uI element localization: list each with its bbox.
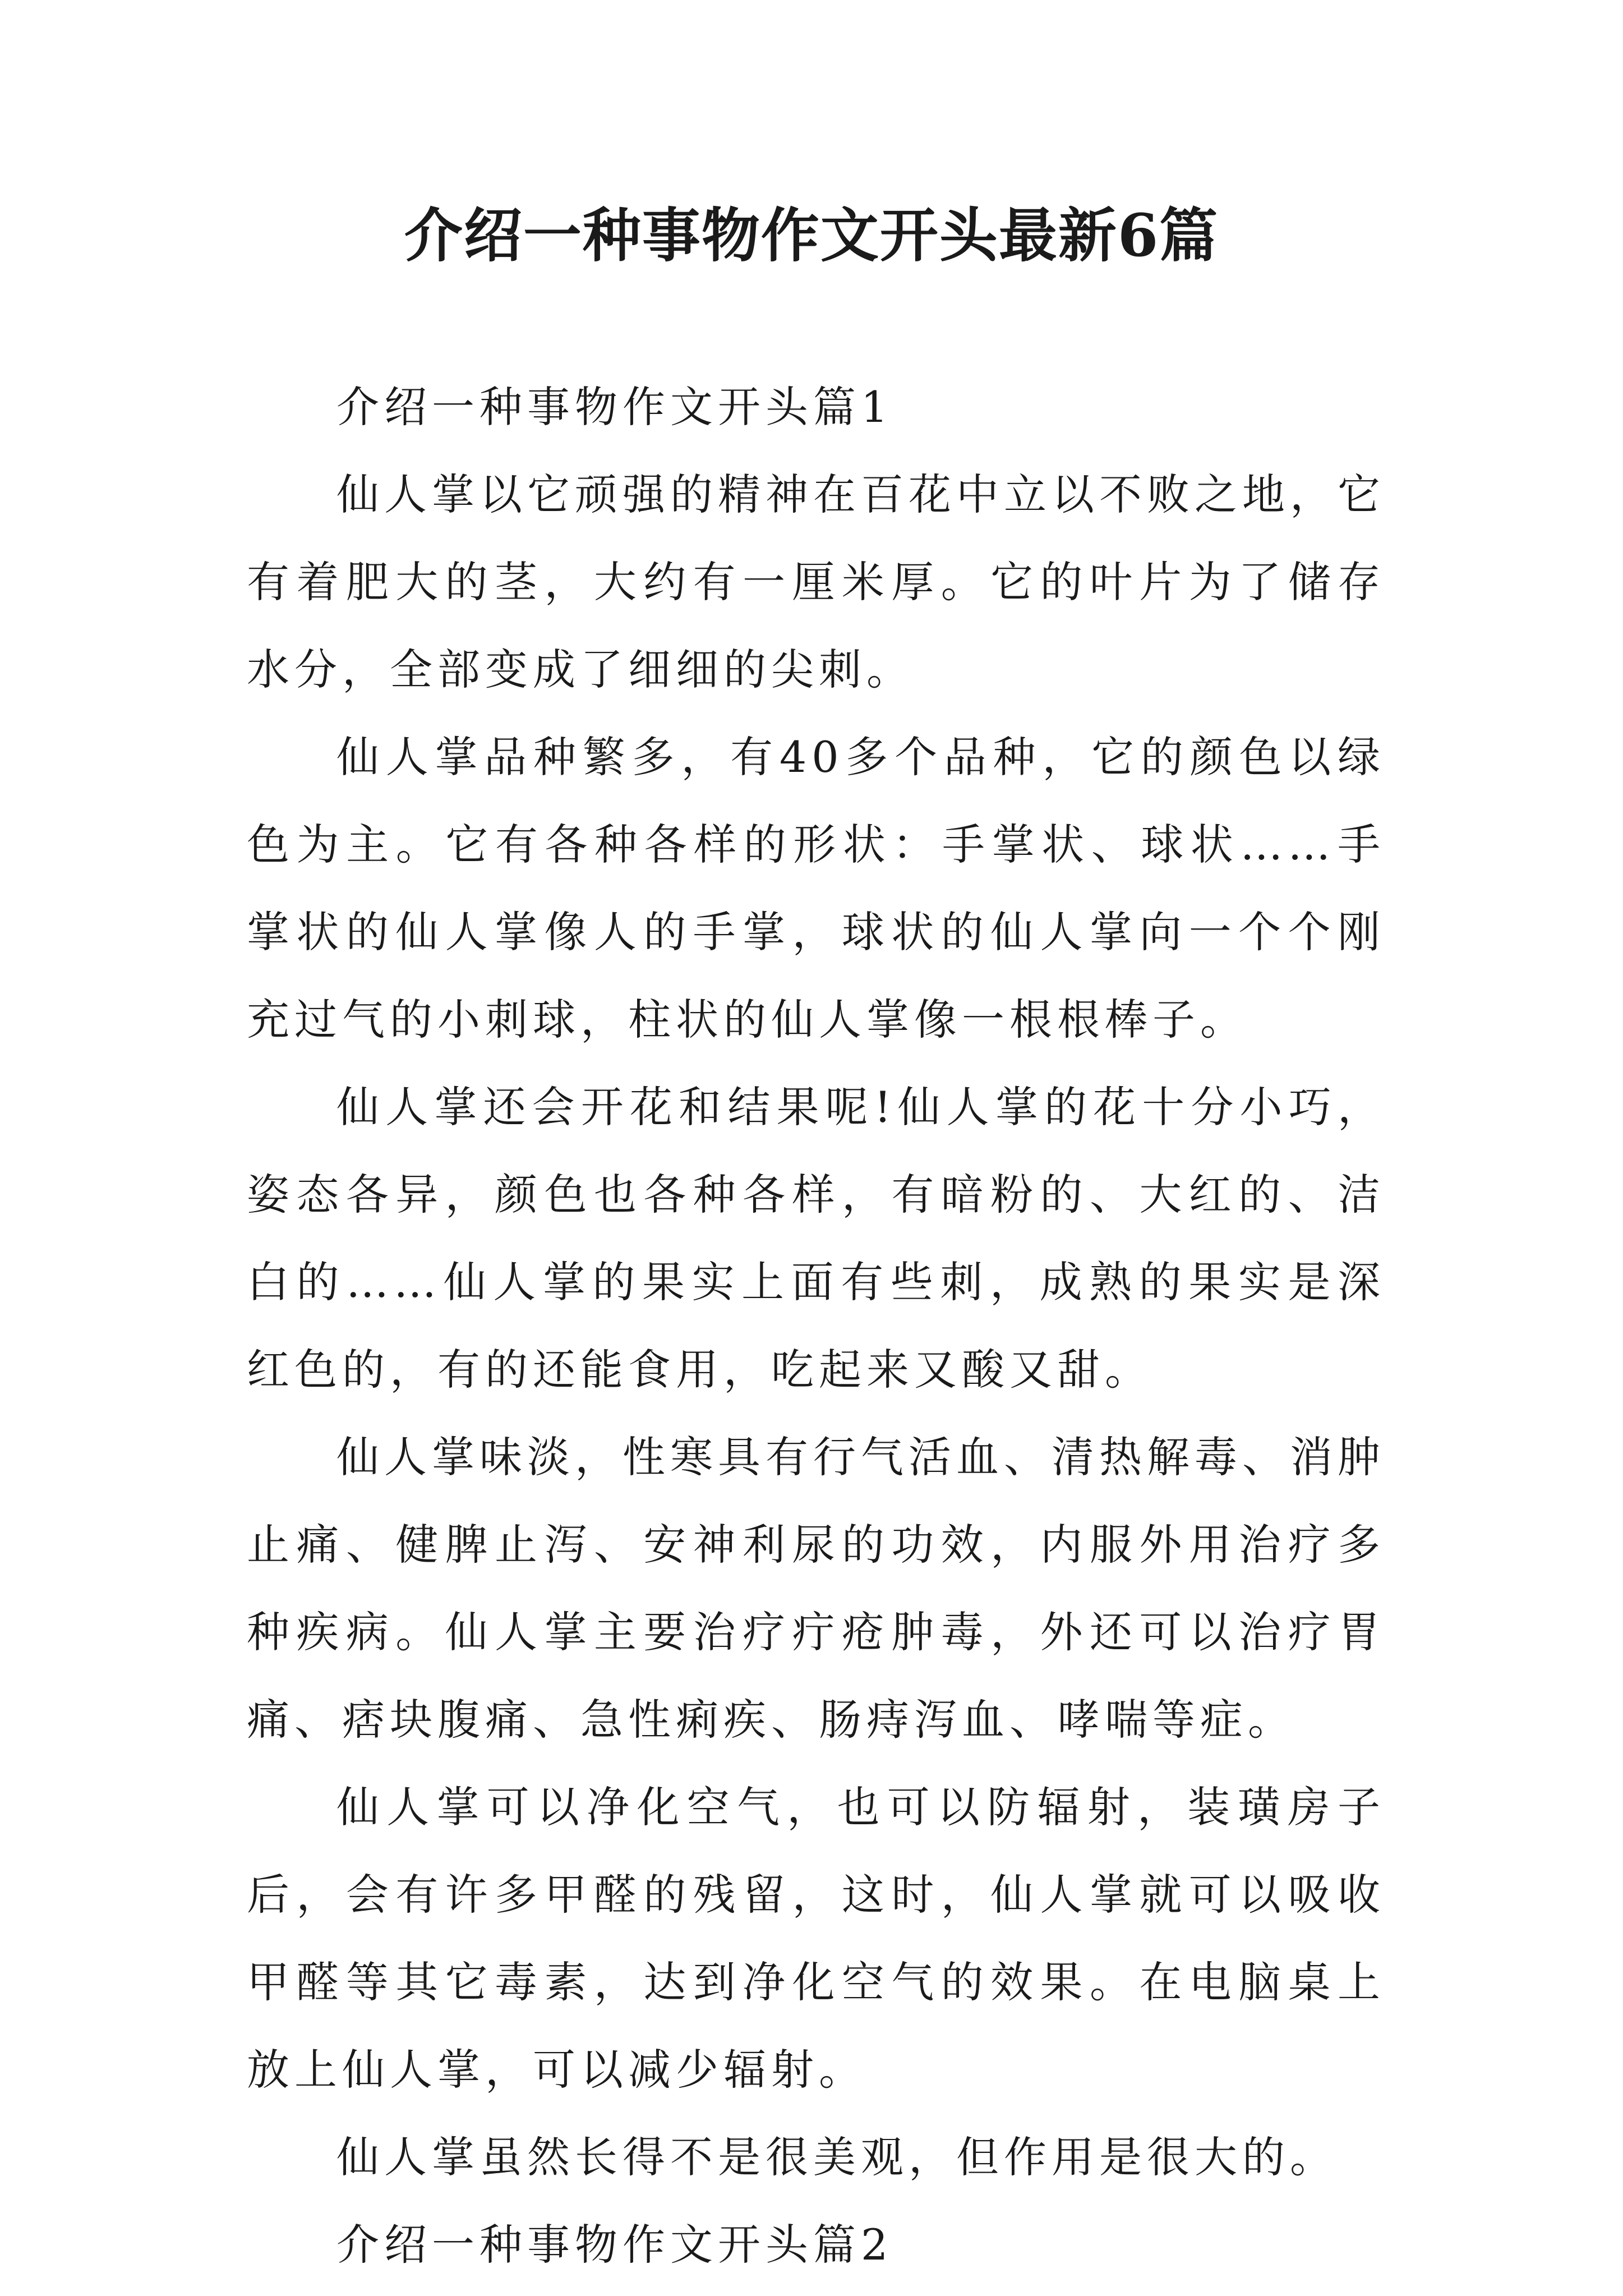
paragraph: 仙人掌味淡，性寒具有行气活血、清热解毒、消肿止痛、健脾止泻、安神利尿的功效，内服外用治疗多种疾病。仙人掌主要治疗疔疮肿毒，外还可以治疗胃痛、痞块腹痛、急性痢疾、肠痔泻血、哮喘等症。 <box>247 1432 1385 1745</box>
paragraph: 仙人掌还会开花和结果呢!仙人掌的花十分小巧，姿态各异，颜色也各种各样，有暗粉的、大红的、洁白的……仙人掌的果实上面有些刺，成熟的果实是深红色的，有的还能食用，吃起来又酸又甜。 <box>247 1082 1385 1395</box>
section-heading-1: 介绍一种事物作文开头篇1 <box>336 382 893 432</box>
document-body <box>247 364 1385 2289</box>
paragraph: 仙人掌可以净化空气，也可以防辐射，装璜房子后，会有许多甲醛的残留，这时，仙人掌就可以吸收甲醛等其它毒素，达到净化空气的效果。在电脑桌上放上仙人掌，可以减少辐射。 <box>247 1782 1385 2095</box>
paragraph: 仙人掌以它顽强的精神在百花中立以不败之地，它有着肥大的茎，大约有一厘米厚。它的叶片为了储存水分，全部变成了细细的尖刺。 <box>247 470 1385 694</box>
paragraph: 仙人掌虽然长得不是很美观，但作用是很大的。 <box>336 2132 1338 2182</box>
document-title: 介绍一种事物作文开头最新6篇 <box>404 201 1219 270</box>
paragraph: 仙人掌品种繁多，有40多个品种，它的颜色以绿色为主。它有各种各样的形状：手掌状、球状……手掌状的仙人掌像人的手掌，球状的仙人掌向一个个刚充过气的小刺球，柱状的仙人掌像一根根棒子。 <box>247 732 1385 1045</box>
section-heading-2: 介绍一种事物作文开头篇2 <box>336 2220 893 2270</box>
